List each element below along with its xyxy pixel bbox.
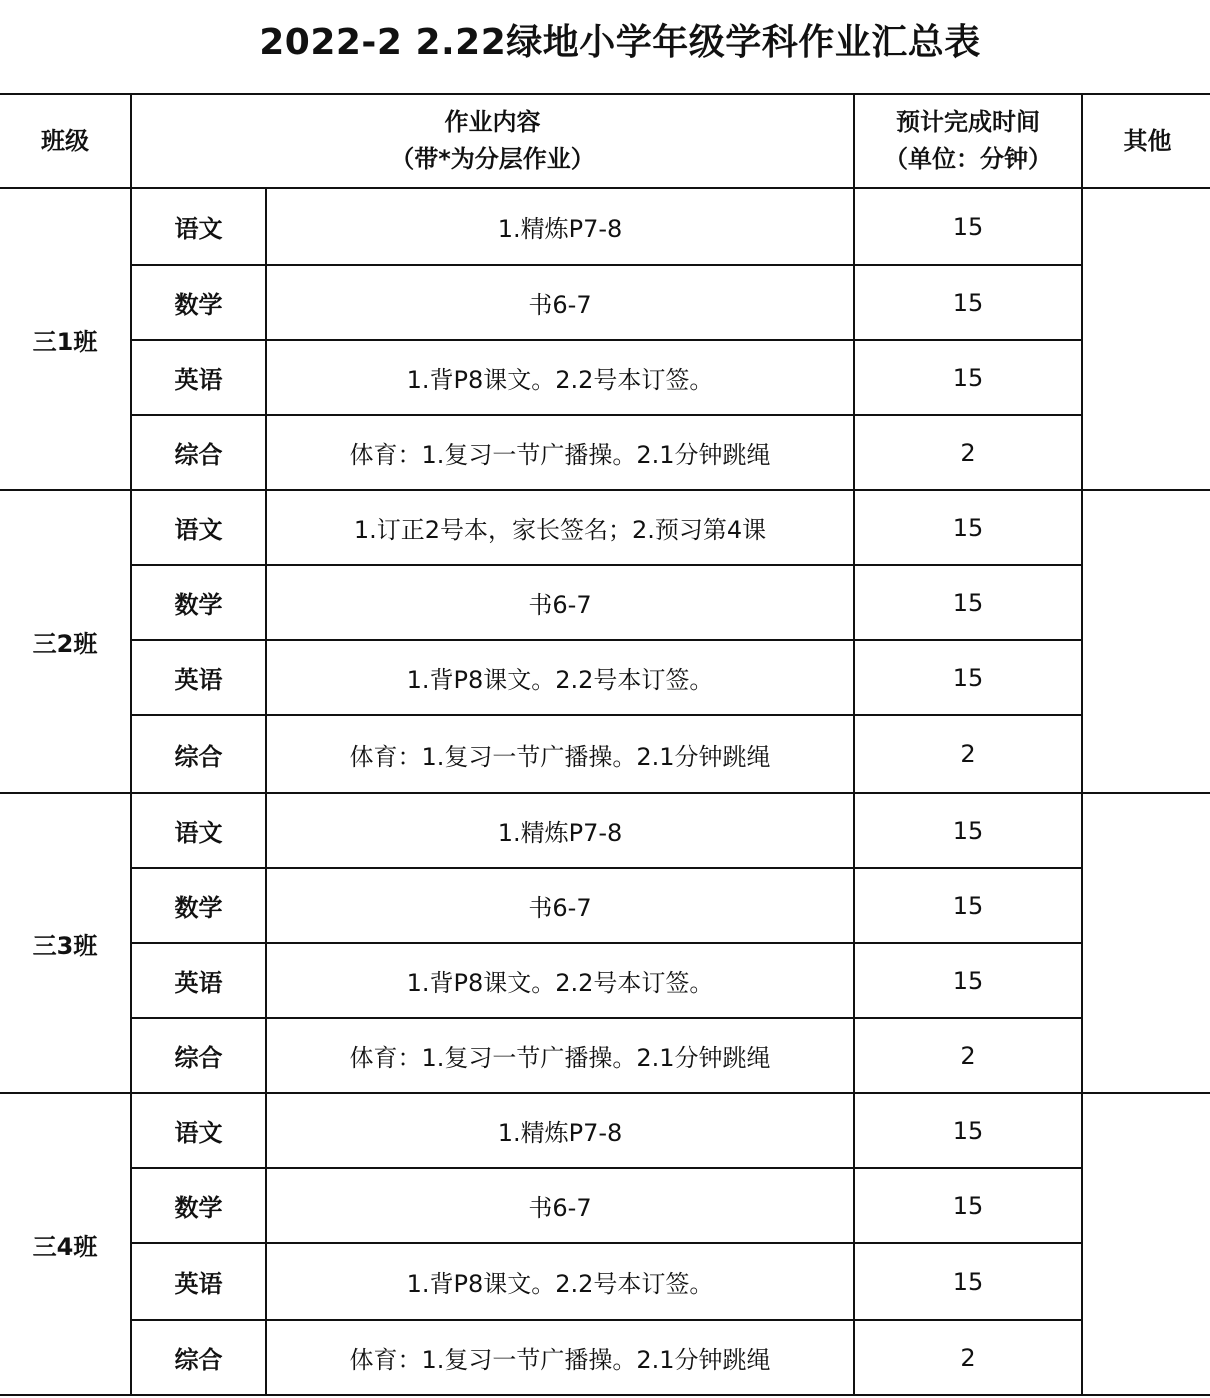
table-row — [0, 793, 1210, 868]
subject-cell: 语文 — [131, 793, 266, 868]
subject-cell: 英语 — [131, 340, 266, 415]
estimated-minutes-cell: 2 — [854, 1320, 1082, 1395]
header-content-line1: 作业内容 — [444, 108, 541, 136]
homework-content-cell: 体育：1.复习一节广播操。2.1分钟跳绳 — [266, 715, 854, 793]
subject-cell: 数学 — [131, 265, 266, 340]
estimated-minutes-cell: 15 — [854, 868, 1082, 943]
subject-cell: 数学 — [131, 1168, 266, 1243]
header-other: 其他 — [1082, 94, 1210, 188]
estimated-minutes-cell: 15 — [854, 340, 1082, 415]
table-row — [0, 565, 1210, 640]
subject-cell: 语文 — [131, 188, 266, 265]
subject-cell: 综合 — [131, 1320, 266, 1395]
estimated-minutes-cell: 15 — [854, 1168, 1082, 1243]
class-name-cell: 三2班 — [0, 490, 131, 793]
homework-content-cell: 书6-7 — [266, 868, 854, 943]
homework-content-cell: 体育：1.复习一节广播操。2.1分钟跳绳 — [266, 415, 854, 490]
page-title: 2022-2 2.22绿地小学年级学科作业汇总表 — [259, 22, 981, 63]
homework-content-cell: 体育：1.复习一节广播操。2.1分钟跳绳 — [266, 1018, 854, 1093]
table-row — [0, 1243, 1210, 1320]
header-content — [131, 94, 854, 188]
class-name-cell: 三4班 — [0, 1093, 131, 1395]
subject-cell: 英语 — [131, 943, 266, 1018]
estimated-minutes-cell: 15 — [854, 565, 1082, 640]
homework-content-cell: 书6-7 — [266, 1168, 854, 1243]
homework-content-cell: 1.精炼P7-8 — [266, 188, 854, 265]
table-row — [0, 188, 1210, 265]
homework-content-cell: 1.精炼P7-8 — [266, 793, 854, 868]
estimated-minutes-cell: 2 — [854, 1018, 1082, 1093]
table-row — [0, 943, 1210, 1018]
homework-content-cell: 1.背P8课文。2.2号本订签。 — [266, 1243, 854, 1320]
estimated-minutes-cell: 15 — [854, 943, 1082, 1018]
estimated-minutes-cell: 15 — [854, 640, 1082, 715]
header-time-line1: 预计完成时间 — [896, 108, 1040, 136]
class-name-cell: 三1班 — [0, 188, 131, 490]
homework-content-cell: 1.订正2号本，家长签名；2.预习第4课 — [266, 490, 854, 565]
estimated-minutes-cell: 15 — [854, 490, 1082, 565]
header-time — [854, 94, 1082, 188]
table-row — [0, 1320, 1210, 1395]
table-body — [0, 188, 1210, 1395]
estimated-minutes-cell: 2 — [854, 715, 1082, 793]
subject-cell: 语文 — [131, 1093, 266, 1168]
estimated-minutes-cell: 2 — [854, 415, 1082, 490]
other-notes-cell — [1082, 188, 1210, 490]
subject-cell: 数学 — [131, 565, 266, 640]
estimated-minutes-cell: 15 — [854, 793, 1082, 868]
table-row — [0, 265, 1210, 340]
subject-cell: 综合 — [131, 415, 266, 490]
homework-content-cell: 1.精炼P7-8 — [266, 1093, 854, 1168]
other-notes-cell — [1082, 1093, 1210, 1395]
table-row — [0, 1093, 1210, 1168]
other-notes-cell — [1082, 793, 1210, 1093]
subject-cell: 语文 — [131, 490, 266, 565]
homework-content-cell: 书6-7 — [266, 565, 854, 640]
estimated-minutes-cell: 15 — [854, 1243, 1082, 1320]
table-row — [0, 715, 1210, 793]
table-row — [0, 868, 1210, 943]
homework-content-cell: 体育：1.复习一节广播操。2.1分钟跳绳 — [266, 1320, 854, 1395]
estimated-minutes-cell: 15 — [854, 188, 1082, 265]
table-row — [0, 1168, 1210, 1243]
header-row — [0, 94, 1210, 188]
header-class: 班级 — [0, 94, 131, 188]
other-notes-cell — [1082, 490, 1210, 793]
homework-summary-table — [0, 93, 1210, 1396]
subject-cell: 综合 — [131, 1018, 266, 1093]
subject-cell: 英语 — [131, 1243, 266, 1320]
subject-cell: 英语 — [131, 640, 266, 715]
header-content-line2: （带*为分层作业） — [390, 145, 595, 173]
table-row — [0, 415, 1210, 490]
table-row — [0, 340, 1210, 415]
class-name-cell: 三3班 — [0, 793, 131, 1093]
subject-cell: 综合 — [131, 715, 266, 793]
table-row — [0, 490, 1210, 565]
homework-content-cell: 1.背P8课文。2.2号本订签。 — [266, 640, 854, 715]
subject-cell: 数学 — [131, 868, 266, 943]
estimated-minutes-cell: 15 — [854, 265, 1082, 340]
homework-content-cell: 1.背P8课文。2.2号本订签。 — [266, 943, 854, 1018]
homework-content-cell: 1.背P8课文。2.2号本订签。 — [266, 340, 854, 415]
table-row — [0, 1018, 1210, 1093]
header-time-line2: （单位：分钟） — [884, 145, 1052, 173]
table-row — [0, 640, 1210, 715]
homework-content-cell: 书6-7 — [266, 265, 854, 340]
estimated-minutes-cell: 15 — [854, 1093, 1082, 1168]
